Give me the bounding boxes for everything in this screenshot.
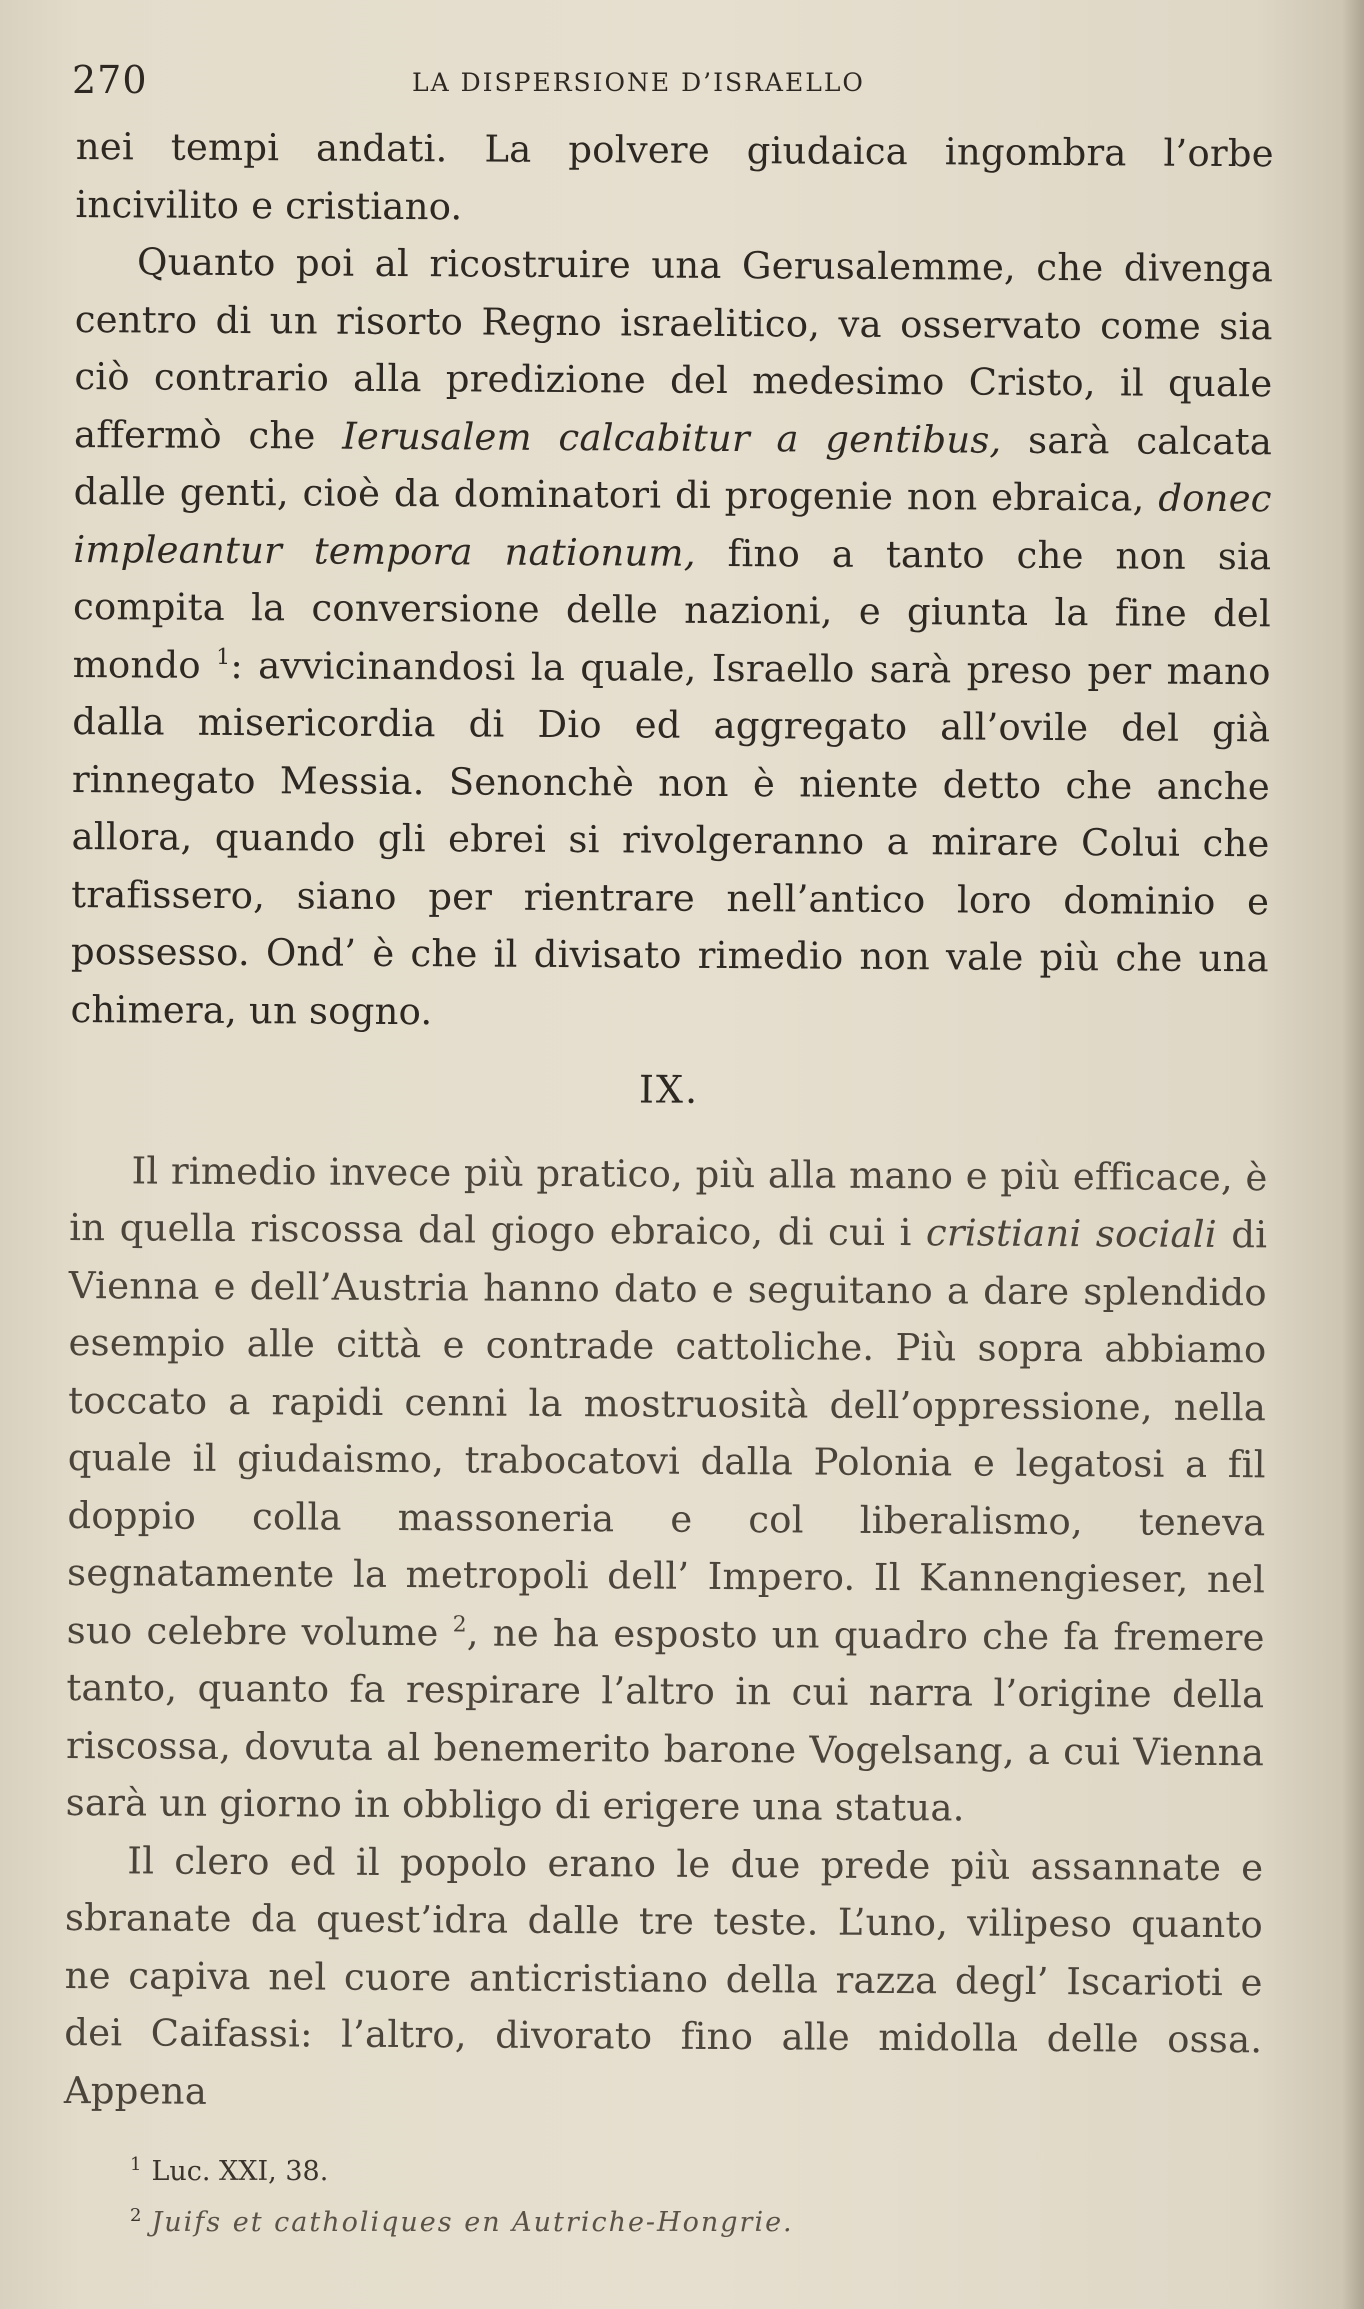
running-head (72, 58, 1282, 108)
footnote-1 (130, 2143, 1230, 2194)
italic-cristiani-sociali: cristiani sociali (925, 1211, 1217, 1256)
latin-quote-1: Ierusalem calcabitur a gentibus, (342, 414, 1002, 462)
footnote-2-text: Juifs et catholiques en Autriche-Hongrie. (151, 2207, 794, 2238)
p2-text-4: : avvicinandosi la quale, Israello sarà preso per mano dalla misericordia di Dio ed aggregato all’ovile del già rinnegato Messia. Senonchè non è niente detto che anche allora, quando gli ebrei si rivolgeranno a mirare Colui che trafissero, siano per rientrare nell’antico loro dominio e possesso. Ond’ è che il divisato rimedio non vale più che una chimera, un sogno. (70, 643, 1271, 1033)
body-text (64, 118, 1274, 2126)
p3-text-2: di Vienna e dell’Austria hanno dato e seguitano a dare splendido esempio alle città e contrade cattoliche. Più sopra abbiamo toccato a rapidi cenni la mostruosità dell’oppressione, nella quale il giudaismo, trabocatovi dalla Polonia e legatosi a fil doppio colla massoneria e col liberalismo, teneva segnatamente la metropoli dell’ Impero. Il Kannengieser, nel suo celebre volume (66, 1212, 1268, 1654)
footnotes (130, 2143, 1230, 2245)
page-number: 270 (72, 58, 148, 102)
paragraph-1: nei tempi andati. La polvere giudaica ingombra l’orbe incivilito e cristiano. (75, 124, 1274, 228)
paragraph-4: Il clero ed il popolo erano le due prede più assannate e sbranate da quest’idra dalle tre teste. L’uno, vilipeso quanto ne capiva nel cuore anticristiano della razza degl’ Iscarioti e dei Caifassi: l’altro, divorato fino alle midolla delle ossa. Appena (63, 1838, 1264, 2113)
p2-text-3: fino a tanto che non sia compita la conversione delle nazioni, e giunta la fine del mondo (72, 531, 1272, 687)
running-title: LA DISPERSIONE D’ISRAELLO (412, 68, 865, 97)
footnote-2 (130, 2194, 1230, 2245)
footnote-2-mark: 2 (130, 2205, 142, 2226)
footnote-ref-1: 1 (216, 644, 231, 670)
footnote-1-mark: 1 (130, 2154, 142, 2175)
p2-text-2: sarà calcata dalle genti, cioè da dominatori di progenie non ebraica, (73, 418, 1273, 520)
paragraph-3 (66, 1141, 1268, 1838)
section-heading: IX. (638, 1067, 700, 1112)
footnote-1-text: Luc. XXI, 38. (151, 2156, 329, 2187)
p3-text-1: Il rimedio invece più pratico, più alla mano e più efficace, è in quella riscossa dal giogo ebraico, di cui i (69, 1148, 1268, 1255)
footnote-ref-2: 2 (452, 1611, 467, 1637)
page-edge-shadow (1342, 0, 1364, 2309)
latin-quote-2: donec impleantur tempora nationum, (73, 476, 1272, 575)
paragraph-2 (70, 233, 1273, 1045)
p2-text-1: Quanto poi al ricostruire una Gerusalemme, che divenga centro di un risorto Regno israelitico, va osservato come sia ciò contrario alla predizione del medesimo Cristo, il quale affermò che (73, 240, 1274, 458)
p3-text-3: , ne ha esposto un quadro che fa fremere tanto, quanto fa respirare l’altro in cui narra l’origine della riscossa, dovuta al benemerito barone Vogelsang, a cui Vienna sarà un giorno in obbligo di erigere una statua. (65, 1610, 1265, 1830)
